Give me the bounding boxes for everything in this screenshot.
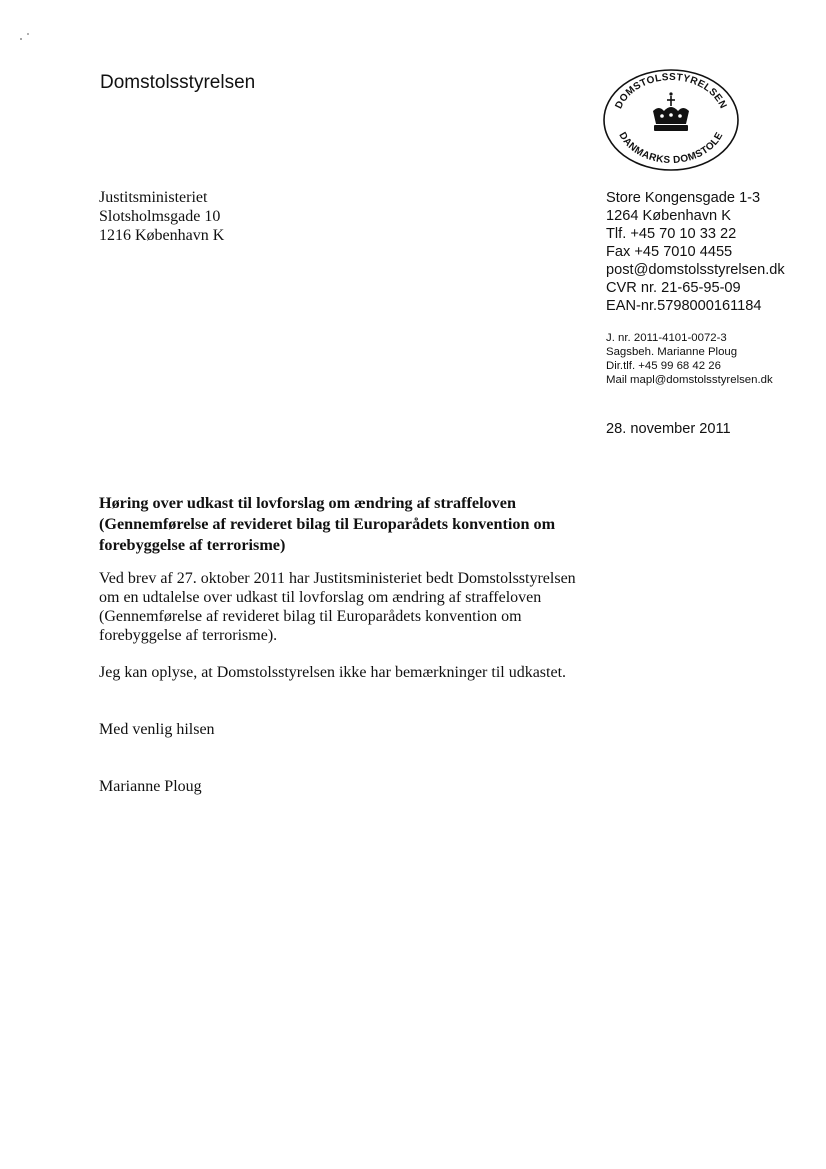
case-email: Mail mapl@domstolsstyrelsen.dk: [606, 374, 773, 386]
crown-icon: [653, 92, 689, 131]
court-seal-logo: [602, 68, 740, 172]
signature-name: Marianne Ploug: [99, 778, 202, 795]
contact-ean: EAN-nr.5798000161184: [606, 298, 762, 314]
body-paragraph-2: Jeg kan oplyse, at Domstolsstyrelsen ikke har bemærkninger til udkastet.: [99, 664, 567, 681]
body-line: om en udtalelse over udkast til lovforslag om ændring af straffeloven: [99, 589, 542, 606]
body-line: forebyggelse af terrorisme).: [99, 627, 278, 644]
recipient-line: Justitsministeriet: [99, 189, 208, 206]
subject-line: Høring over udkast til lovforslag om ændring af straffeloven: [99, 494, 516, 512]
case-number: J. nr. 2011-4101-0072-3: [606, 332, 727, 344]
contact-phone: Tlf. +45 70 10 33 22: [606, 226, 737, 242]
case-info-block: [606, 331, 773, 387]
sender-name: Domstolsstyrelsen: [100, 72, 256, 93]
case-handler: Sagsbeh. Marianne Ploug: [606, 346, 738, 358]
letter-date: 28. november 2011: [606, 421, 731, 437]
contact-cvr: CVR nr. 21-65-95-09: [606, 280, 741, 296]
subject-line: (Gennemførelse af revideret bilag til Europarådets konvention om: [99, 515, 556, 533]
scan-artifact: [18, 32, 32, 42]
body-paragraph-1: [99, 569, 576, 645]
subject-line: forebyggelse af terrorisme): [99, 536, 286, 554]
seal-bottom-text: DANMARKS DOMSTOLE: [616, 130, 726, 167]
case-direct-phone: Dir.tlf. +45 99 68 42 26: [606, 360, 721, 372]
letter-subject: [99, 493, 555, 556]
recipient-address: [99, 188, 224, 245]
contact-city: 1264 København K: [606, 208, 731, 224]
contact-street: Store Kongensgade 1-3: [606, 190, 761, 206]
contact-fax: Fax +45 7010 4455: [606, 244, 733, 260]
body-line: Ved brev af 27. oktober 2011 har Justitsministeriet bedt Domstolsstyrelsen: [99, 570, 576, 587]
contact-email: post@domstolsstyrelsen.dk: [606, 262, 785, 278]
body-line: (Gennemførelse af revideret bilag til Europarådets konvention om: [99, 608, 522, 625]
sender-contact-block: [606, 189, 785, 315]
recipient-line: Slotsholmsgade 10: [99, 208, 221, 225]
closing-greeting: Med venlig hilsen: [99, 721, 215, 738]
recipient-line: 1216 København K: [99, 227, 225, 244]
seal-top-text: DOMSTOLSSTYRELSEN: [613, 71, 729, 111]
